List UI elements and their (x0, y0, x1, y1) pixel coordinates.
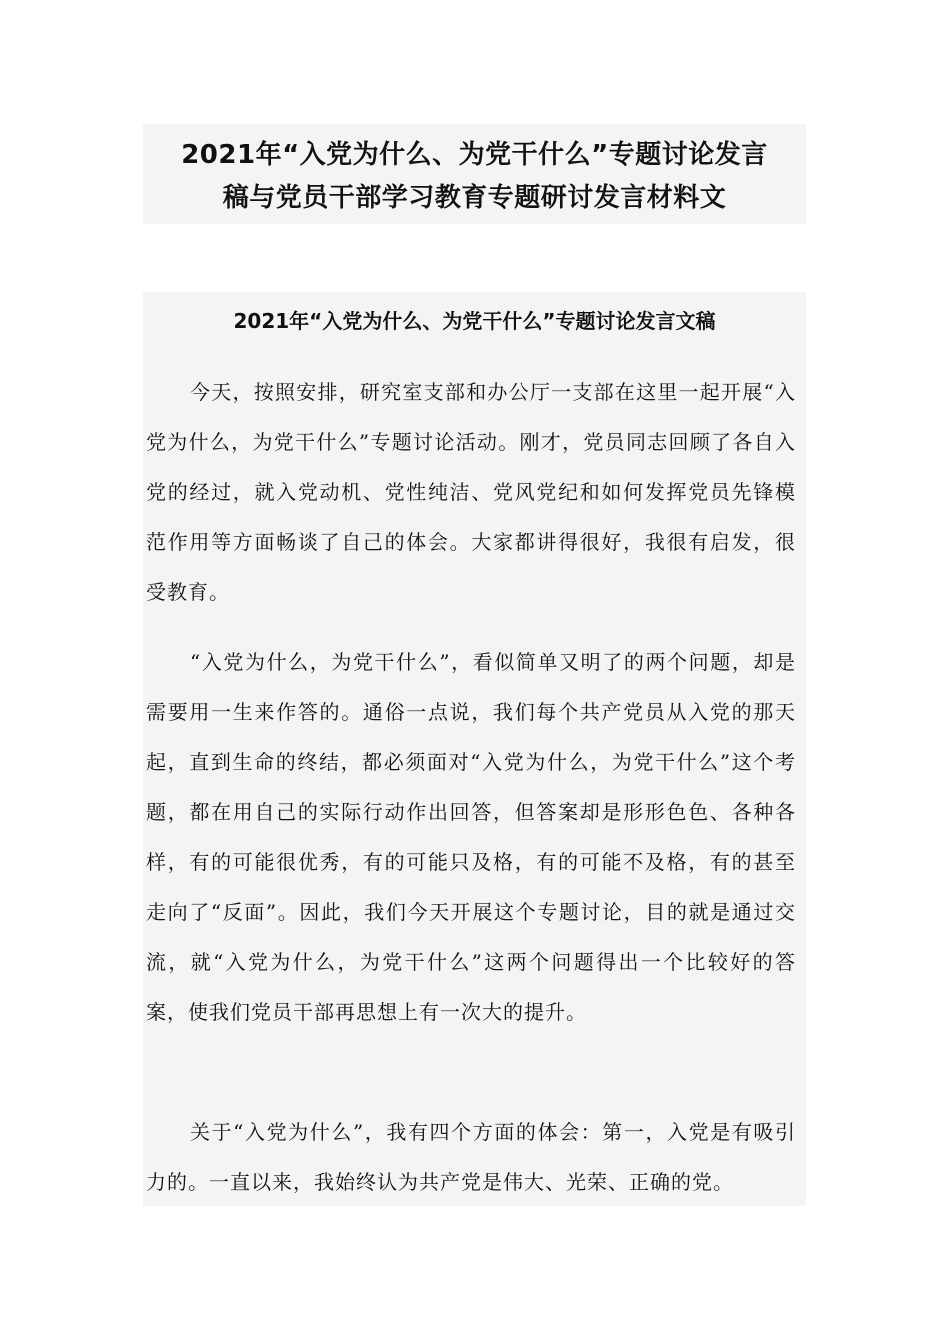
document-title-line-1: 2021年“入党为什么、为党干什么”专题讨论发言 (181, 140, 768, 170)
document-title-line-2: 稿与党员干部学习教育专题研讨发言材料文 (222, 183, 727, 213)
document-title (143, 124, 806, 220)
title-block (143, 124, 806, 224)
section-heading: 2021年“入党为什么、为党干什么”专题讨论发言文稿 (233, 309, 716, 333)
paragraph-2: “入党为什么，为党干什么”，看似简单又明了的两个问题，却是需要用一生来作答的。通俗一点说，我们每个共产党员从入党的那天起，直到生命的终结，都必须面对“入党为什么，为党干什么”这个考题，都在用自己的实际行动作出回答，但答案却是形形色色、各种各样，有的可能很优秀，有的可能只及格，有的可能不及格，有的甚至走向了“反面”。因此，我们今天开展这个专题讨论，目的就是通过交流，就“入党为什么，为党干什么”这两个问题得出一个比较好的答案，使我们党员干部再思想上有一次大的提升。 (146, 650, 796, 1024)
paragraph-1: 今天，按照安排，研究室支部和办公厅一支部在这里一起开展“入党为什么，为党干什么”专题讨论活动。刚才，党员同志回顾了各自入党的经过，就入党动机、党性纯洁、党风党纪和如何发挥党员先锋模范作用等方面畅谈了自己的体会。大家都讲得很好，我很有启发，很受教育。 (146, 380, 796, 604)
paragraph-3: 关于“入党为什么”，我有四个方面的体会：第一，入党是有吸引力的。一直以来，我始终认为共产党是伟大、光荣、正确的党。 (146, 1120, 796, 1194)
document-body (143, 292, 806, 1206)
